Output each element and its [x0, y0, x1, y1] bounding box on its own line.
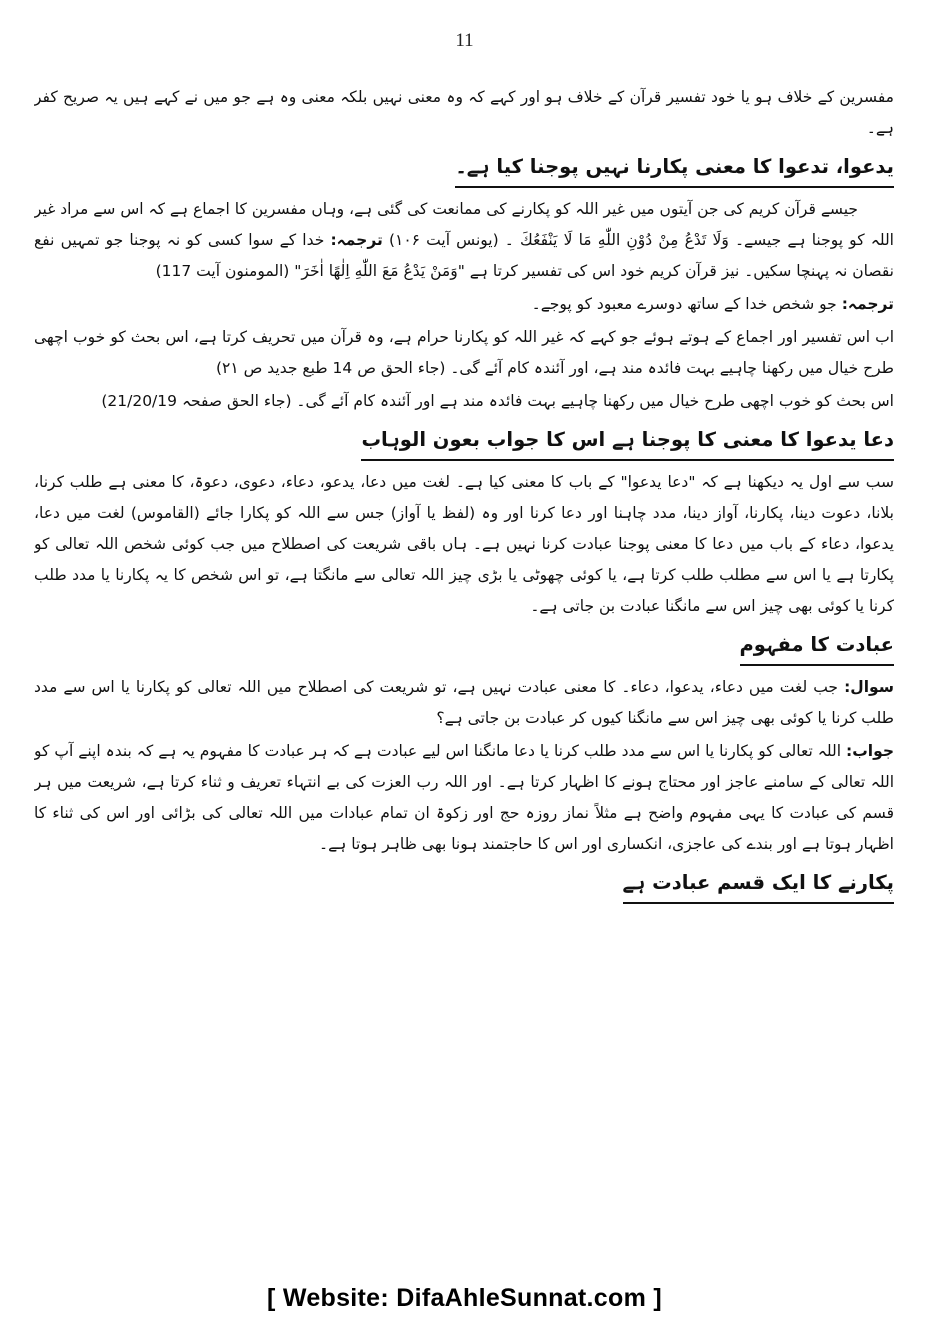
- section-heading-4: پکارنے کا ایک قسم عبادت ہے: [623, 866, 895, 904]
- translation-label-2: ترجمہ:: [841, 295, 894, 313]
- question-label: سوال:: [844, 678, 894, 696]
- intro-paragraph: مفسرین کے خلاف ہو یا خود تفسیر قرآن کے خلاف ہو اور کہے کہ وہ معنی نہیں بلکہ معنی وہ ہے جو میں نے کہے ہیں یہ صریح کفر ہے۔: [34, 88, 894, 137]
- answer-text: اللہ تعالی کو پکارنا یا اس سے مدد طلب کرنا یا دعا مانگنا اس لیے عبادت ہے کہ ہر عبادت کا مفہوم یہ ہے کہ بندہ اپنے آپ کو اللہ تعالی کے سامنے عاجز اور محتاج ہونے کا اظہار کرتا ہے۔ اور اللہ رب العزت کی بے انتہاء تعریف و ثناء کرتا ہے، شریعت میں ہر قسم کی عبادت کا یہی مفہوم واضح ہے مثلاً نماز روزہ حج اور زکوۃ ان تمام عبادات میں اللہ تعالی کی بڑائی اور اس کی ثناء کا اظہار ہوتا ہے اور بندے کی عاجزی، انکساری اور اس کا حاجتمند ہونا بھی ظاہر ہوتا ہے۔: [34, 742, 894, 853]
- section-heading-1: یدعوا، تدعوا کا معنی پکارنا نہیں پوجنا کیا ہے۔: [455, 150, 894, 188]
- section-heading-3: عبادت کا مفہوم: [740, 628, 895, 666]
- paragraph-3: اب اس تفسیر اور اجماع کے ہوتے ہوئے جو کہے کہ غیر اللہ کو پکارنا حرام ہے، وہ قرآن میں تحریف کرتا ہے، اس بحث کو خوب اچھی طرح خیال میں رکھنا چاہیے بہت فائدہ مند ہے، اور آئندہ کام آئے گی۔ (جاء الحق ص 14 طبع جدید ص ۲۱): [34, 328, 894, 377]
- website-footer: [ Website: DifaAhleSunnat.com ]: [267, 1284, 662, 1312]
- answer-paragraph: [34, 736, 894, 860]
- question-paragraph: [34, 672, 894, 734]
- paragraph-1: [34, 194, 894, 287]
- section-heading-2: دعا یدعوا کا معنی کا پوجنا ہے اس کا جواب بعون الوہاب: [361, 423, 894, 461]
- page-number: 11: [455, 30, 474, 51]
- paragraph-2: [34, 289, 894, 320]
- paragraph-1-text: جیسے قرآن کریم کی جن آیتوں میں غیر اللہ کو پکارنے کی ممانعت کی گئی ہے، وہاں مفسرین کا اجماع ہے کہ اس سے مراد غیر اللہ کو پوجنا ہے جیسے۔ وَلَا تَدْعُ مِنْ دُوْنِ اللّٰهِ مَا لَا يَنْفَعُكَ ۔ (یونس آیت ۱۰۶): [34, 200, 894, 249]
- translation-label: ترجمہ:: [330, 231, 383, 249]
- paragraph-2-text: جو شخص خدا کے ساتھ دوسرے معبود کو پوجے۔: [531, 295, 837, 313]
- paragraph-4: اس بحث کو خوب اچھی طرح خیال میں رکھنا چاہیے بہت فائدہ مند ہے اور آئندہ کام آئے گی۔ (جاء الحق صفحہ 21/20/19): [101, 392, 894, 410]
- paragraph-1-tail: خدا کے سوا کسی کو نہ پوجنا جو تمہیں نفع نقصان نہ پہنچا سکیں۔ نیز قرآن کریم خود اس کی تفسیر کرتا ہے "وَمَنْ يَدْعُ مَعَ اللّٰهِ اِلٰهًا اٰخَرَ" (المومنون آیت 117): [34, 231, 894, 280]
- paragraph-5: سب سے اول یہ دیکھنا ہے کہ "دعا یدعوا" کے باب کا معنی کیا ہے۔ لغت میں دعا، یدعو، دعاء، دعوی، دعوۃ، کا معنی ہے طلب کرنا، بلانا، دعوت دینا، پکارنا، آواز دینا، مدد چاہنا اور دعا کرنا اور وہ (لفظ یا آواز) جس سے اللہ کو پکارا جائے (القاموس) لغت میں دعا، یدعوا، دعاء کے باب میں دعا کا معنی پوجنا عبادت کرنا نہیں ہے۔ ہاں باقی شریعت کی اصطلاح میں جب کوئی شخص اللہ تعالی کو پکارتا ہے یا اس سے مطلب طلب کرتا ہے، یا کوئی چھوٹی یا بڑی چیز اللہ تعالی سے مانگتا ہے، تو اس شخص کا یہ پکارنا یا مدد طلب کرنا یا کوئی بھی چیز اس سے مانگنا عبادت بن جاتی ہے۔: [34, 473, 894, 615]
- answer-label: جواب:: [846, 742, 894, 760]
- page-content: [34, 82, 894, 1262]
- question-text: جب لغت میں دعاء، یدعوا، دعاء۔ کا معنی عبادت نہیں ہے، تو شریعت کی اصطلاح میں اللہ تعالی کو پکارنا یا اس سے مدد طلب کرنا یا کوئی بھی چیز اس سے مانگنا کیوں کر عبادت بن جاتی ہے؟: [34, 678, 894, 727]
